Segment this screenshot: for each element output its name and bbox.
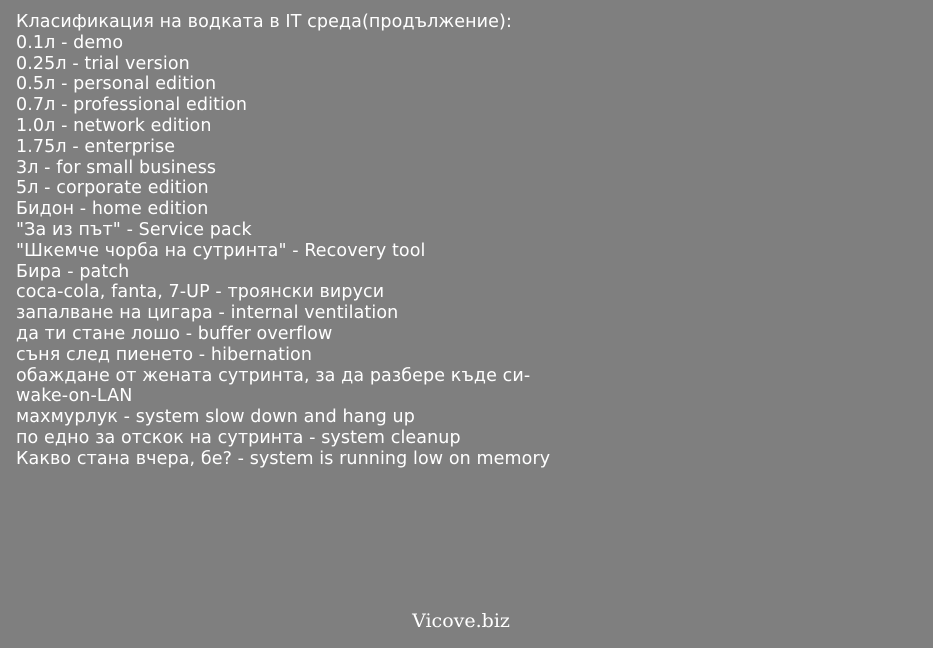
text-line: Бидон - home edition [16, 199, 209, 220]
text-line: 0.7л - professional edition [16, 95, 248, 116]
text-line: "Шкемче чорба на сутринта" - Recovery tool [16, 240, 426, 261]
text-line: "За из път" - Service pack [16, 219, 252, 240]
text-line: 0.1л - demo [16, 32, 124, 53]
text-line: да ти стане лошо - buffer overflow [16, 323, 333, 344]
text-line: обаждане от жената сутринта, за да разбере къде си- [16, 365, 531, 386]
text-line: съня след пиенето - hibernation [16, 344, 313, 365]
text-line: по едно за отскок на сутринта - system cleanup [16, 427, 461, 448]
text-content [16, 12, 916, 470]
text-line: Какво стана вчера, бе? - system is running low on memory [16, 448, 551, 469]
text-line: 1.0л - network edition [16, 115, 212, 136]
document-title: Класификация на водката в IT среда(продължение): [16, 12, 512, 32]
text-line: запалване на цигара - internal ventilation [16, 303, 399, 324]
text-line: wake-on-LAN [16, 386, 133, 407]
text-line: 5л - corporate edition [16, 178, 209, 199]
text-line: махмурлук - system slow down and hang up [16, 407, 415, 428]
text-line: 1.75л - enterprise [16, 136, 176, 157]
text-line: 0.5л - personal edition [16, 74, 217, 95]
text-line: Бира - patch [16, 261, 130, 282]
site-watermark: Vicove.biz [412, 610, 510, 632]
text-line: 3л - for small business [16, 157, 217, 178]
text-line: coca-cola, fanta, 7-UP - троянски вируси [16, 282, 385, 303]
text-line: 0.25л - trial version [16, 53, 190, 74]
